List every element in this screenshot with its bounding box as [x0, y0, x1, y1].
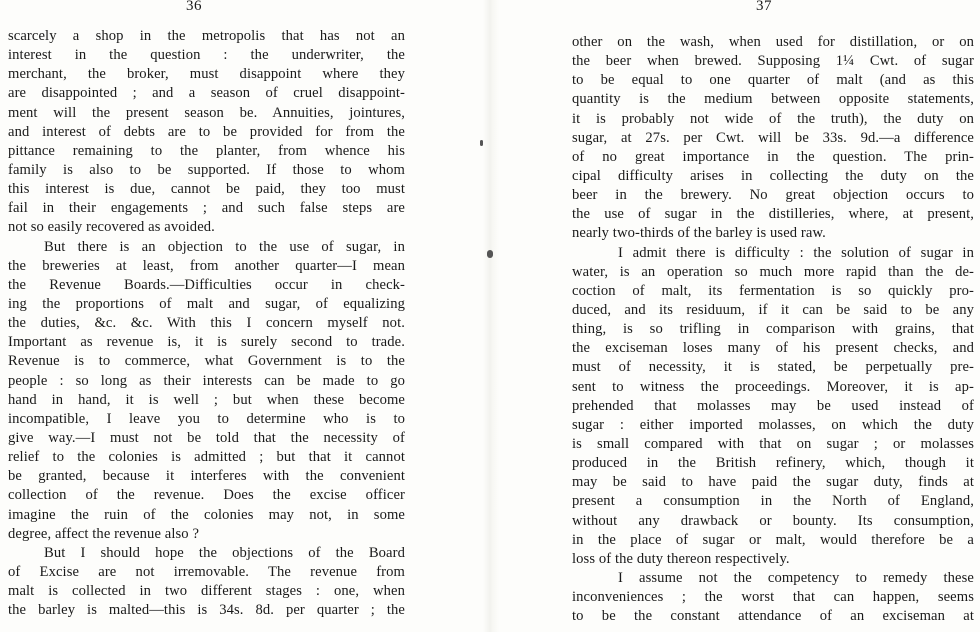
text-line: loss of the duty thereon respectively. [572, 550, 790, 567]
text-line: the duties, &c. &c. With this I concern myself not. [8, 315, 405, 332]
right-page-text [568, 33, 980, 626]
text-line: But there is an objection to the use of sugar, in [44, 238, 405, 255]
text-line: to be the constant attendance of an exciseman at [572, 608, 974, 625]
text-line: in the place of sugar or malt, would therefore be a [572, 531, 974, 548]
text-line: coction of malt, its fermentation is so quickly pro- [572, 282, 974, 299]
page-number: 36 [186, 0, 202, 14]
text-line: may be said to have paid the sugar duty, finds at [572, 474, 974, 491]
text-line: hand in hand, it is well ; but when these become [8, 391, 405, 408]
text-line: merchant, the broker, must disappoint where they [8, 66, 405, 83]
text-line: of Excise are not irremovable. The revenue from [8, 563, 405, 580]
text-line: cipal difficulty arises in collecting the duty on the [572, 167, 974, 184]
page-number: 37 [756, 0, 772, 14]
text-line: I admit there is difficulty : the solution of sugar in [618, 244, 974, 261]
text-line: water, is an operation so much more rapid than the de- [572, 263, 974, 280]
right-page [568, 0, 980, 632]
text-line: relief to the colonies is admitted ; but that it cannot [8, 449, 405, 466]
text-line: other on the wash, when used for distillation, or on [572, 34, 974, 50]
text-line: family is also to be supported. If those to whom [8, 161, 405, 178]
text-line: prehended that molasses may be used instead of [572, 397, 974, 414]
text-line: ment will the present season be. Annuities, jointures, [8, 104, 405, 121]
text-line: sent to witness the proceedings. Moreover, it is ap- [572, 378, 974, 395]
text-line: incompatible, I leave you to determine who is to [8, 410, 405, 427]
text-line: inconveniences ; the worst that can happen, seems [572, 589, 974, 606]
text-line: imagine the ruin of the colonies may not, in some [8, 506, 405, 523]
text-line: malt is collected in two different stages : one, when [8, 583, 405, 600]
text-line: are disappointed ; and a season of cruel disappoint- [8, 85, 405, 102]
text-line: the breweries at least, from another quarter—I mean [8, 257, 405, 274]
text-line: the exciseman loses many of his present checks, and [572, 340, 974, 357]
text-line: be granted, because it interferes with the convenient [8, 468, 405, 485]
text-line: to be equal to one quarter of malt (and as this [572, 72, 974, 89]
text-line: the Revenue Boards.—Difficulties occur in check- [8, 276, 405, 293]
ink-speck [480, 140, 483, 146]
text-line: scarcely a shop in the metropolis that has not an [8, 28, 405, 44]
text-line: without any drawback or bounty. Its consumption, [572, 512, 974, 529]
text-line: degree, affect the revenue also ? [8, 525, 200, 542]
text-line: it is probably not wide of the truth), the duty on [572, 110, 974, 127]
text-line: and interest of debts are to be provided for from the [8, 123, 405, 140]
text-line: not so easily recovered as avoided. [8, 219, 215, 236]
text-line: nearly two-thirds of the barley is used raw. [572, 225, 826, 242]
text-line: fail in their engagements ; and such false steps are [8, 200, 405, 217]
text-line: give way.—I must not be told that the necessity of [8, 429, 405, 446]
text-line: this interest is due, cannot be paid, they too must [8, 181, 405, 198]
text-line: pittance remaining to the planter, from whence his [8, 142, 405, 159]
text-line: collection of the revenue. Does the excise officer [8, 487, 405, 504]
text-line: interest in the question : the underwriter, the [8, 47, 405, 64]
book-gutter [483, 0, 499, 632]
text-line: present a consumption in the North of England, [572, 493, 974, 510]
text-line: of no great importance in the question. The prin- [572, 148, 974, 165]
left-page [0, 0, 405, 632]
text-line: beer in the brewery. No great objection occurs to [572, 187, 974, 204]
text-line: duced, and its residuum, if it can be said to be any [572, 301, 974, 318]
left-page-text [0, 27, 405, 620]
text-line: sugar, at 27s. per Cwt. will be 33s. 9d.—a difference [572, 129, 974, 146]
text-line: ing the proportions of malt and sugar, of equalizing [8, 295, 405, 312]
text-line: people : so long as their interests can be made to go [8, 372, 405, 389]
text-line: quantity is the medium between opposite statements, [572, 91, 974, 108]
text-line: the use of sugar in the distilleries, where, at present, [572, 206, 974, 223]
text-line: the barley is malted—this is 34s. 8d. per quarter ; the [8, 602, 405, 619]
text-line: Revenue is to commerce, what Government is to the [8, 353, 405, 370]
text-line: But I should hope the objections of the Board [44, 544, 405, 561]
text-line: must of necessity, it is stated, be perpetually pre- [572, 359, 974, 376]
text-line: thing, is so trifling in comparison with grains, that [572, 321, 974, 338]
text-line: the beer when brewed. Supposing 1¼ Cwt. of sugar [572, 53, 974, 70]
text-line: is small compared with that on sugar ; or molasses [572, 435, 974, 452]
text-line: sugar : either imported molasses, on which the duty [572, 416, 974, 433]
text-line: I assume not the competency to remedy these [618, 569, 974, 586]
text-line: produced in the British refinery, which, though it [572, 455, 974, 472]
ink-speck [487, 250, 493, 258]
text-line: Important as revenue is, it is surely second to trade. [8, 334, 405, 351]
